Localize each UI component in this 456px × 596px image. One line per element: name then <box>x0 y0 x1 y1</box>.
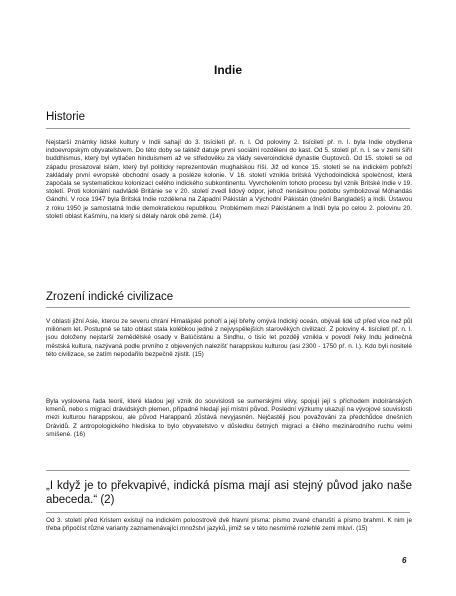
section-heading-zrozeni: Zrození indické civilizace <box>46 291 174 303</box>
section-heading-historie: Historie <box>46 111 85 123</box>
page-title: Indie <box>213 63 242 77</box>
section-divider <box>46 470 410 471</box>
page-number: 6 <box>402 556 407 565</box>
section-divider <box>46 307 410 308</box>
paragraph-pisma: Od 3. století před Kristem existují na indickém poloostrově dvě hlavní písma: písmo zvané charuští a písmo brahmí. K nim je třeba připočíst různé varianty zaznamenávající množství jazyků, jimiž se v této nesmírné rozlehlé zemi mluví. (15) <box>46 517 412 533</box>
paragraph-zrozeni-1: V oblasti jižní Asie, kterou ze severu chrání Himalájské pohoří a její břehy omývá Indický oceán, obývali lidé už před více než půl miliónem let. Postupně se tato oblast stala kolébkou jedné z nejvyspělejších starověkých civilizací. Z poloviny 4. tisíciletí př. n. l. jsou doloženy nejstarší zemědělské osady v Balúčistánu a Sindhu, o tisíc let později vznikla v povodí řeky Indu jedinečná městská kultura, nazývaná podle prvního z objevených nalezišť harappskou kulturou (asi 2300 - 1750 př. n. l.). Kdo byli nositelé této civilizace, se zatím nepodařilo bezpečně zjistit. (15) <box>46 318 412 358</box>
pull-quote: „I když je to překvapivé, indická písma mají asi stejný původ jako naše abeceda.“ (2) <box>46 480 412 506</box>
section-divider <box>46 128 410 129</box>
paragraph-historie: Nejstarší známky lidské kultury v Indii sahají do 3. tisíciletí př. n. l. Od poloviny 2. tisíciletí př. n. l. byla Indie obydlena indoevropským obyvatelstvem. Do této doby se taktéž datuje první sociální rozdělení do kast. Od 5. století př. n. l. se v zemi šířil buddhismus, který byl vytlačen hinduismem až ve středověku za vlády severoindické dynastie Guptovců. Od 15. století se od západu prosazoval islám, který byl politicky reprezentován mughalskou říší. Již od konce 15. století se na indickém pobřeží zakládaly první evropské obchodní osady a posléze kolonie. V 16. století vznikla britská Východoindická společnost, která započala se systematickou kolonizací celého indického subkontinentu. Vyvrcholením tohoto procesu byl vznik Britské Indie v 19. století. Proti koloniální nadvládě Británie se v 20. století zvedl lidový odpor, jehož nenásilnou podobu symbolizoval Móhandás Gándhí. V roce 1947 byla Britská Indie rozdělena na Západní Pákistán a Východní Pákistán (dnešní Bangladéš) a Indii. Ústavou z roku 1950 je samostatná Indie demokratickou republikou. Problémem mezi Pákistánem a Indií byla po celou 2. polovinu 20. století oblast Kašmíru, na který si dělaly nárok obě země. (14) <box>46 139 412 220</box>
paragraph-zrozeni-2: Byla vyslovena řada teorií, které kladou její vznik do souvislosti se sumerskými vlivy, spojují její s příchodem indoíránských kmenů, nebo s migrací drávidských plemen, případně hledají její místní původ. Poslední výzkumy ukazují na vývojové souvislosti mezi kulturou harappskou, ale původ Harappanů zůstává nevyjasněn. Nejčastěji jsou považováni za předchůdce dnešních Drávidů. Z antropologického hlediska to bylo obyvatelstvo v důsledku četných migrací a čilého mezinárodního ruchu velmi smíšené. (16) <box>46 398 412 438</box>
section-divider <box>46 512 410 513</box>
